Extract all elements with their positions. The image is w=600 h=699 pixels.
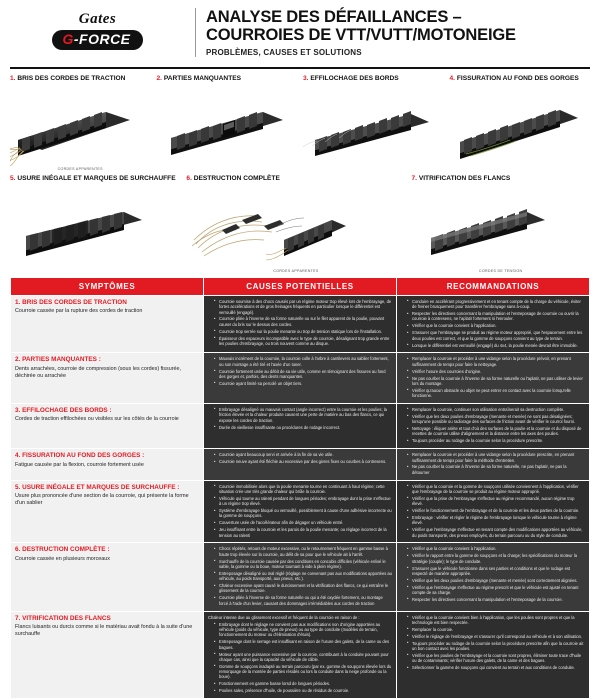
figure-6-caption: CORDES APPARENTES	[273, 268, 319, 273]
figure-3	[303, 75, 444, 171]
table-row	[11, 543, 590, 611]
product-logo-suffix: -FORCE	[73, 31, 131, 47]
failure-matrix-table	[10, 277, 590, 699]
symptom-label-7: VITRIFICATION DES FLANCS	[22, 614, 111, 622]
recos-cell-3	[397, 403, 590, 448]
list-item: • Durée de vieillesse insuffisante ou procédures de rodage incorrect.	[215, 425, 392, 430]
list-item: • Remplacer la courroie.	[408, 627, 585, 632]
figure-6-label: DESTRUCTION COMPLÈTE	[193, 174, 280, 182]
list-item: • Vérifier que la courroie et la gomme de soupçons utilisée conviennent à l'application, vérifier que l'embrayage de la courroie se produit au régime moteur approprié.	[408, 484, 585, 495]
symptom-number-5: 5.	[15, 483, 21, 491]
figure-2-label: PARTIES MANQUANTES	[163, 74, 242, 82]
figure-1-caption: CORDES APPARENTES	[57, 166, 103, 171]
symptom-desc-2: Dents arrachées, courroie de compression (sous les cordes) fissurée, déchirée ou arrachée	[15, 365, 181, 379]
symptom-cell-3	[11, 403, 204, 448]
symptom-desc-3: Cordes de traction effilochées ou visibles sur les côtés de la courroie	[15, 416, 179, 423]
header-divider	[10, 67, 590, 69]
list-item: • Courroie immobilisée alors que la poulie menante tourne en continuant à haut régime; cette situation crée une très grande chaleur qui brûle la courroie.	[215, 484, 392, 495]
symptom-cell-7	[11, 611, 204, 699]
list-item: • S'assurer que le véhicule fonctionne dans ses parties et conditions et que le rodage est respecté de manière appropriée.	[408, 566, 585, 577]
figure-3-title	[303, 75, 444, 91]
list-item: • Vérifier que la courroie convient à l'application.	[408, 546, 585, 551]
list-item: • Nettoyage : éliquer ariète et tout d'où des surfaces de la poulie et la courroie et du disposé de recettes de courroie utilise d'alignement et la distance entre les axes des poulies.	[408, 426, 585, 437]
causes-cell-7	[204, 611, 397, 699]
list-item: • Entreposage désaligné ou mal réglé (réglage ne convenant pas aux modifications apportées au véhicule, au poids transporté, aux pneus, etc.).	[215, 571, 392, 582]
figure-3-label: EFFILOCHAGE DES BORDS	[310, 74, 399, 82]
symptom-label-1: BRIS DES CORDES DE TRACTION	[22, 298, 127, 306]
list-item: • Couverture usée de l'accélérateur afin de dégager un véhicule entré.	[215, 520, 392, 525]
symptom-number-2: 2.	[15, 356, 21, 364]
figure-7-image	[411, 194, 590, 268]
recos-list-1	[401, 299, 585, 348]
page-title-line2: COURROIES DE VTT/VUTT/MOTONEIGE	[206, 26, 516, 45]
symptom-title-2	[15, 356, 199, 363]
list-item: • Vérifier que l'embrayage s'effectue en tenant compte des modifications apportées au véhicule, du poids transporté, des pneus employés, du terrain parcouru ou du style de conduite.	[408, 527, 585, 538]
list-item: • Vérifier qu'aucun obstacle ou objet ne peut entrer en contact avec la courroie lorsqu'elle fonctionne.	[408, 388, 585, 399]
figure-2	[157, 75, 298, 171]
product-logo-g: G	[62, 31, 74, 47]
symptom-label-3: EFFILOCHAGE DES BORDS :	[22, 406, 112, 414]
recos-cell-1	[397, 295, 590, 352]
list-item: • Courroie soumise à des chocs causés par un régime moteur trop élevé lors de l'embrayage, de fortes accélérations et de gros freinages fréquents en particulier lorsque le différentiel est verrouillé (engagé).	[215, 299, 392, 315]
figure-2-title	[157, 75, 298, 91]
recos-cell-2	[397, 353, 590, 404]
symptom-desc-6: Courroie cassée en plusieurs morceaux	[15, 555, 110, 562]
list-item: • Épaisseur des espaceurs incompatible avec le type de courroie, désalignant trop grande entre les poulies d'embrayage, ou trois nouvent comme au disque.	[215, 336, 392, 347]
list-item: • Chocs répétés, retours de moteur excessive, ou le retournement fréquent en gamme basse à haute trop élevée sur la courroie, au délit de sa pour que le véhicule ait à l'arrêt.	[215, 546, 392, 557]
figure-1-number: 1.	[10, 74, 16, 82]
causes-list-4	[208, 452, 392, 464]
recos-list-7	[401, 615, 585, 671]
recos-list-3	[401, 407, 585, 444]
list-item: • Vérifier que les deux poulies d'embrayage (menante et menée) ne sont pas désalignées; lorsqu'une possible ou radiorage des surfaces de friction avant de vérifier le courroi fourni.	[408, 414, 585, 425]
list-item: • Véhicule qui tourne au ralenti pendant de longues périodes; embrayage dont la prise s'effectue à un régime trop élevé.	[215, 496, 392, 507]
list-item: • Vérifier que les deux poulies d'embrayage (menante et menée) sont correctement alignées.	[408, 578, 585, 583]
figure-7	[411, 175, 590, 273]
list-item: • Gomme de soupçons inadapté au terrain parcouru (par ex. gomme de soupçons élevée lors du remorquage de la montée de parties résidés ou lors la conduite dans la neige profonde ou la boue).	[215, 664, 392, 680]
recos-cell-7	[397, 611, 590, 699]
list-item: • Chaleur excessive ayant causé le durcissement et la vitrification des flancs, ce qui entraîne le glissement de la courroie.	[215, 583, 392, 594]
list-item: • Courroie ayant beaucoup servi et arrivée à la fin de sa vie utile.	[215, 452, 392, 457]
symptom-title-3	[15, 407, 199, 414]
list-item: • Respecter les directives concernant la manipulation et l'entreposage de la courroie.	[408, 597, 585, 602]
figure-1-title	[10, 75, 151, 91]
figure-6-title	[186, 175, 405, 191]
list-item: • Vérifier que la courroie convient à l'application.	[408, 323, 585, 328]
product-logo	[52, 30, 142, 50]
figure-6-number: 6.	[186, 174, 192, 182]
list-item: • Moteur ayant une puissance excessive par la courroie, contribuant à la conduite pouvant pour chaque cas, ainsi que la capacité du véhicule de câble.	[215, 652, 392, 663]
page-title-line1: ANALYSE DES DÉFAILLANCES –	[206, 8, 462, 26]
causes-cell-5	[204, 480, 397, 543]
list-item: • Toujours procéder au rodage de la courroie selon la procédure prescrite afin que la courroie ait un bon contact avec les poulies.	[408, 641, 585, 652]
figure-7-label: VITRIFICATION DES FLANCS	[418, 174, 511, 182]
recos-list-4	[401, 452, 585, 475]
header-symptoms: SYMPTÔMES	[11, 277, 204, 295]
figure-5	[10, 175, 180, 273]
list-item: • Vérifier le rapport entre la gomme de soupçons et la charge; les spécifications du moteur la stratégie (couple); le type de conduite.	[408, 553, 585, 564]
figure-1-label: BRIS DES CORDES DE TRACTION	[17, 74, 126, 82]
list-item: • Surchauffe de la courroie causée par des conditions en concubis difficiles (véhicule enlisé le sable, la gomme ou la boue, moteur tournant à vide à plein régime).	[215, 559, 392, 570]
page-subtitle: PROBLÈMES, CAUSES ET SOLUTIONS	[206, 47, 362, 57]
list-item: • Fonctionnement en gamme basse lorsd de longues périodes.	[215, 681, 392, 686]
header-causes: CAUSES POTENTIELLES	[204, 277, 397, 295]
figure-1-image	[10, 94, 151, 166]
causes-intro-7: Chaleur intense due au glissement excessif et fréquent de la courroie en raison de :	[208, 614, 360, 620]
symptom-title-5	[15, 484, 199, 491]
causes-cell-1	[204, 295, 397, 352]
brand-logo	[10, 8, 185, 50]
figure-5-title	[10, 175, 180, 191]
symptom-desc-5: Usure plus prononcée d'une section de la courroie, qui présente la forme d'un sablier	[15, 493, 189, 506]
figure-row-top	[10, 75, 590, 171]
poster-header	[10, 8, 590, 63]
list-item: • Mauvais incrément de la courroie, la courroie colle à l'arbre à cantilevers au sablier fortement, ou son montage a été tiré et l'axée d'un tuner.	[215, 356, 392, 367]
causes-cell-4	[204, 449, 397, 480]
symptom-label-6: DESTRUCTION COMPLÈTE :	[22, 546, 110, 554]
list-item: • Respecter les directives concernant la manipulation et l'entreposage de courroie ou ouvrir la courroie à contresens, ne l'aplatir fortement ni l'enrouler.	[408, 311, 585, 322]
recos-list-6	[401, 546, 585, 602]
recos-cell-4	[397, 449, 590, 480]
recos-list-2	[401, 356, 585, 398]
list-item: • Système d'embrayage bloqué ou verrouillé, possiblement à cause d'une adhésive incorrecte ou la gomme de soupçons.	[215, 508, 392, 519]
list-item: • Vérifier que l'embrayage s'effectue au régime prescrit et que le véhicule est ajusté en tenant compte de sa charge.	[408, 585, 585, 596]
list-item: • Courroie pliée à l'inverse de sa forme naturelle ou sur le filet apparent de la poulie, pouvant causer du bris sur le dessus des cordes.	[215, 316, 392, 327]
symptom-label-2: PARTIES MANQUANTES :	[22, 356, 101, 364]
brand-name: Gates	[78, 11, 117, 27]
list-item: • Embrayage : vérifier et régler le régime de l'embrayage lorsque le véhicule tourne à régime élevé.	[408, 515, 585, 526]
causes-cell-6	[204, 543, 397, 611]
causes-list-1	[208, 299, 392, 346]
recos-cell-6	[397, 543, 590, 611]
figure-3-number: 3.	[303, 74, 309, 82]
symptom-cell-5	[11, 480, 204, 543]
symptom-number-1: 1.	[15, 298, 21, 306]
header-recommendations: RECOMMANDATIONS	[397, 277, 590, 295]
list-item: • Courroie fortement usée au débit de sa vie utile, comme en témoignant des fissures au fond des gorges et, parfois, des dents manquantes.	[215, 369, 392, 380]
symptom-cell-6	[11, 543, 204, 611]
list-item: • Vérifier que la prise de l'embrayage s'effectue au régime recommandé, aucun régime trop élevé.	[408, 496, 585, 507]
figure-7-title	[411, 175, 590, 191]
symptom-label-4: FISSURATION AU FOND DES GORGES :	[22, 452, 145, 460]
figure-6	[186, 175, 405, 273]
symptom-desc-1: Courroie cassée par la rupture des cordes de traction	[15, 308, 143, 315]
list-item: • Embrayage dont le réglage ne convient pas aux modifications non d'origine apportées au véhicule (poids du véhicule, type de pneus) ou au type de conduite (modèles de terrain, fonctionnement du moteur ou d'élimination d'étuis).	[215, 622, 392, 638]
symptom-number-6: 6.	[15, 546, 21, 554]
causes-list-5	[208, 484, 392, 538]
figure-7-caption: CORDES DE TENSION	[479, 268, 523, 273]
figure-4-number: 4.	[449, 74, 455, 82]
figure-2-number: 2.	[156, 74, 162, 82]
list-item: • Courroie ayant limité sa percolé un objet tiers.	[215, 381, 392, 386]
title-block	[195, 8, 590, 57]
symptom-title-6	[15, 546, 199, 553]
figure-5-number: 5.	[10, 174, 16, 182]
list-item: • Toujours procéder au rodage de la courroie selon la procédure prescrite.	[408, 438, 585, 443]
list-item: • Courroie pliée à l'inverse de sa forme naturelle ou qui a été oxydée fortement, ou montage forcé à l'aide d'un levier, causant des dommages irrémédiables aux cordes de traction	[215, 595, 392, 606]
figure-4-title	[450, 75, 591, 91]
figure-3-image	[303, 94, 444, 166]
list-item: • Poulies sales, présence d'huile, de poussière ou de résidus de courroie.	[215, 688, 392, 693]
figure-4-image	[450, 94, 591, 166]
symptom-cell-1	[11, 295, 204, 352]
table-header-row	[11, 277, 590, 295]
list-item: • Lorsque le différentiel est verrouillé (engagé) du 4x4, la poulie menée devrait être immobile.	[408, 343, 585, 348]
causes-list-7	[208, 622, 392, 694]
symptom-number-4: 4.	[15, 452, 21, 460]
figure-7-number: 7.	[411, 174, 417, 182]
figure-2-image	[157, 94, 298, 166]
list-item: • Courroie trop serrée sur la poulie menante ou trop de tension statique lors de l'installation.	[215, 329, 392, 334]
symptom-title-4	[15, 452, 199, 459]
causes-list-3	[208, 407, 392, 430]
recos-list-5	[401, 484, 585, 538]
list-item: • Vérifier le réglage de l'embrayage et s'assurer qu'il correspond au véhicule et à son utilisation.	[408, 634, 585, 639]
table-row	[11, 480, 590, 543]
figure-5-label: USURE INÉGALE ET MARQUES DE SURCHAUFFE	[17, 174, 176, 182]
list-item: • Vérifier que les poulies de l'embrayage et la courroie sont propres, éliminer toute trace d'huile ou de contaminants; vérifier l'usure des galets, de la came et des bagues.	[408, 653, 585, 664]
list-item: • Remplacer la courroie et procéder à une vidange selon la procédure prescrite, en prenant suffisamment de temps pour faire la méthode d'entretien.	[408, 452, 585, 463]
table-row	[11, 353, 590, 404]
figure-4-label: FISSURATION AU FOND DES GORGES	[456, 74, 579, 82]
symptom-desc-7: Flancs luisants ou durcis comme si le matériau avait fondu à la suite d'une surchauffe	[15, 623, 193, 637]
list-item: • Ne pas courber la courroie à l'inverse de sa forme naturelle, ne pas l'aplatir, ne pas la détourner	[408, 464, 585, 475]
list-item: • Vérifier que la courroie convient bien à l'application, que les poulies sont propres et que la technologie est bien respectée.	[408, 615, 585, 626]
symptom-number-7: 7.	[15, 614, 21, 622]
list-item: • Courroie neuve ayant été fléchie au excessive par des givres fixes ou courbes à contresens.	[215, 459, 392, 464]
symptom-label-5: USURE INÉGALE ET MARQUES DE SURCHAUFFE :	[22, 483, 180, 491]
causes-cell-2	[204, 353, 397, 404]
list-item: • Remplacer la courroie, continuer son utilisation entraînerait sa destruction complète.	[408, 407, 585, 412]
figure-1	[10, 75, 151, 171]
symptom-desc-4: Fatigue causée par la flexion, courroie fortement usée	[15, 461, 144, 468]
list-item: • Ne pas courber la courroie à l'inverse de sa forme naturelle ou l'aplatir, ne pas utiliser de levier lors du montage.	[408, 376, 585, 387]
symptom-title-7	[15, 615, 199, 622]
symptom-number-3: 3.	[15, 406, 21, 414]
list-item: • Conduire en accélérant progressivement et en tenant compte de la charge du véhicule, éviter de freiner brusquement pour transférer l'embrayage sans à-coup.	[408, 299, 585, 310]
list-item: • S'assurer que l'embrayage se produit au régime moteur approprié, que l'espacement entre les deux poulies est correct, et que la gomme de soupçons convient au type de terrain.	[408, 330, 585, 341]
table-row	[11, 403, 590, 448]
table-row	[11, 611, 590, 699]
list-item: • Remplacer la courroie et procéder à une vidange selon la procédure prévoir, en prenant suffisamment de temps pour faire la nettoyage.	[408, 356, 585, 367]
list-item: • Embrayage désaligné ou mauvais contact (angle incorrect) entre la courroie et les poulies; la friction élevée et la chaleur produite causent une perte de matière au bas des flancs, ce qui expose les cordes de traction.	[215, 407, 392, 423]
list-item: • Jeu insuffisant entre la courroie et les parois de la poulie menante; ou réglage incorrect de la tension au ralenti	[215, 527, 392, 538]
causes-list-2	[208, 356, 392, 386]
recos-cell-5	[397, 480, 590, 543]
table-row	[11, 449, 590, 480]
figure-5-image	[10, 194, 180, 268]
list-item: • Vérifier l'usure des courroies d'origine.	[408, 369, 585, 374]
symptom-cell-2	[11, 353, 204, 404]
list-item: • Vérifier le fonctionnement de l'embrayage et de la courroie et les deux parties de la courroie.	[408, 508, 585, 513]
causes-cell-3	[204, 403, 397, 448]
figure-row-bottom	[10, 175, 590, 273]
figure-4	[450, 75, 591, 171]
symptom-title-1	[15, 299, 199, 306]
list-item: • Sélectionner la gamme de soupçons qui convient au terrain et aux conditions de conduite.	[408, 665, 585, 670]
table-row	[11, 295, 590, 352]
list-item: • Entreposage dont le serrage est insuffisant en raison de l'usure des galets, de la came ou des bagues.	[215, 639, 392, 650]
causes-list-6	[208, 546, 392, 606]
figure-6-image	[186, 194, 405, 268]
symptom-cell-4	[11, 449, 204, 480]
